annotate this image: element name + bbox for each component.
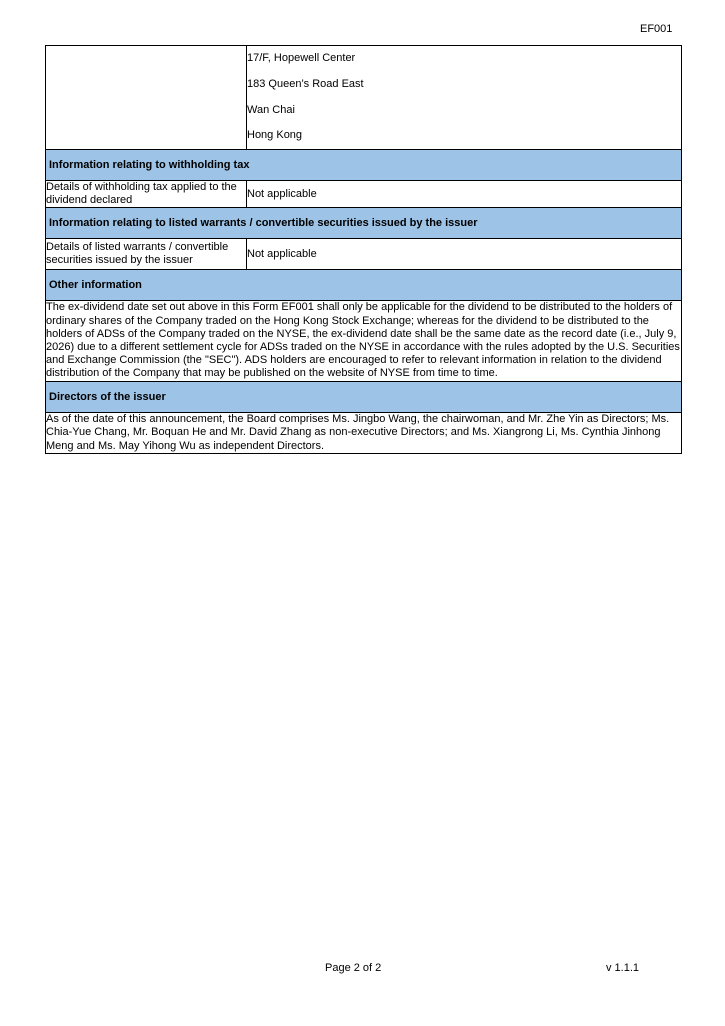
other-section-header [46,270,682,301]
address-line-1: 17/F, Hopewell Center [247,52,356,64]
withholding-section-header [46,150,682,181]
address-line-3: Wan Chai [247,103,295,116]
directors-row [46,413,682,454]
withholding-value: Not applicable [247,181,682,208]
other-row [46,301,682,382]
withholding-row [46,181,682,208]
withholding-label: Details of withholding tax applied to the dividend declared [46,181,247,208]
address-label-cell [46,46,247,150]
other-heading: Other information [46,270,682,301]
version-label: v 1.1.1 [606,962,640,974]
directors-heading: Directors of the issuer [46,382,682,413]
withholding-heading: Information relating to withholding tax [46,150,682,181]
directors-text: As of the date of this announcement, the Board comprises Ms. Jingbo Wang, the chairwoman, and Mr. Zhe Yin as Directors; Ms. Chia-Yue Chang, Mr. Boquan He and Mr. David Zhang as non-executive Directors; and Ms. Xiangrong Li, Ms. Cynthia Jinhong Meng and Ms. May Yihong Wu as independent Directors. [46,413,682,454]
directors-section-header [46,382,682,413]
address-line-4: Hong Kong [247,129,303,142]
address-line-2: 183 Queen’s Road East [247,77,364,90]
warrants-heading: Information relating to listed warrants / convertible securities issued by the issuer [46,208,682,239]
warrants-label: Details of listed warrants / convertible securities issued by the issuer [46,239,247,270]
form-table [45,45,682,454]
address-value-cell [247,46,682,150]
warrants-value: Not applicable [247,239,682,270]
address-row [46,46,682,150]
warrants-row [46,239,682,270]
form-code: EF001 [640,23,673,35]
other-text: The ex-dividend date set out above in this Form EF001 shall only be applicable for the dividend to be distributed to the holders of ordinary shares of the Company traded on the Hong Kong Stock Exchange; whereas for the dividend to be distributed to the holders of ADSs of the Company traded on the NYSE, the ex-dividend date shall be the same date as the record date (i.e., July 9, 2026) due to a different settlement cycle for ADSs traded on the NYSE in accordance with the rules adopted by the U.S. Securities and Exchange Commission (the "SEC"). ADS holders are encouraged to refer to relevant information in relation to the dividend distribution of the Company that may be published on the website of NYSE from time to time. [46,301,682,382]
warrants-section-header [46,208,682,239]
page-number: Page 2 of 2 [325,962,382,974]
